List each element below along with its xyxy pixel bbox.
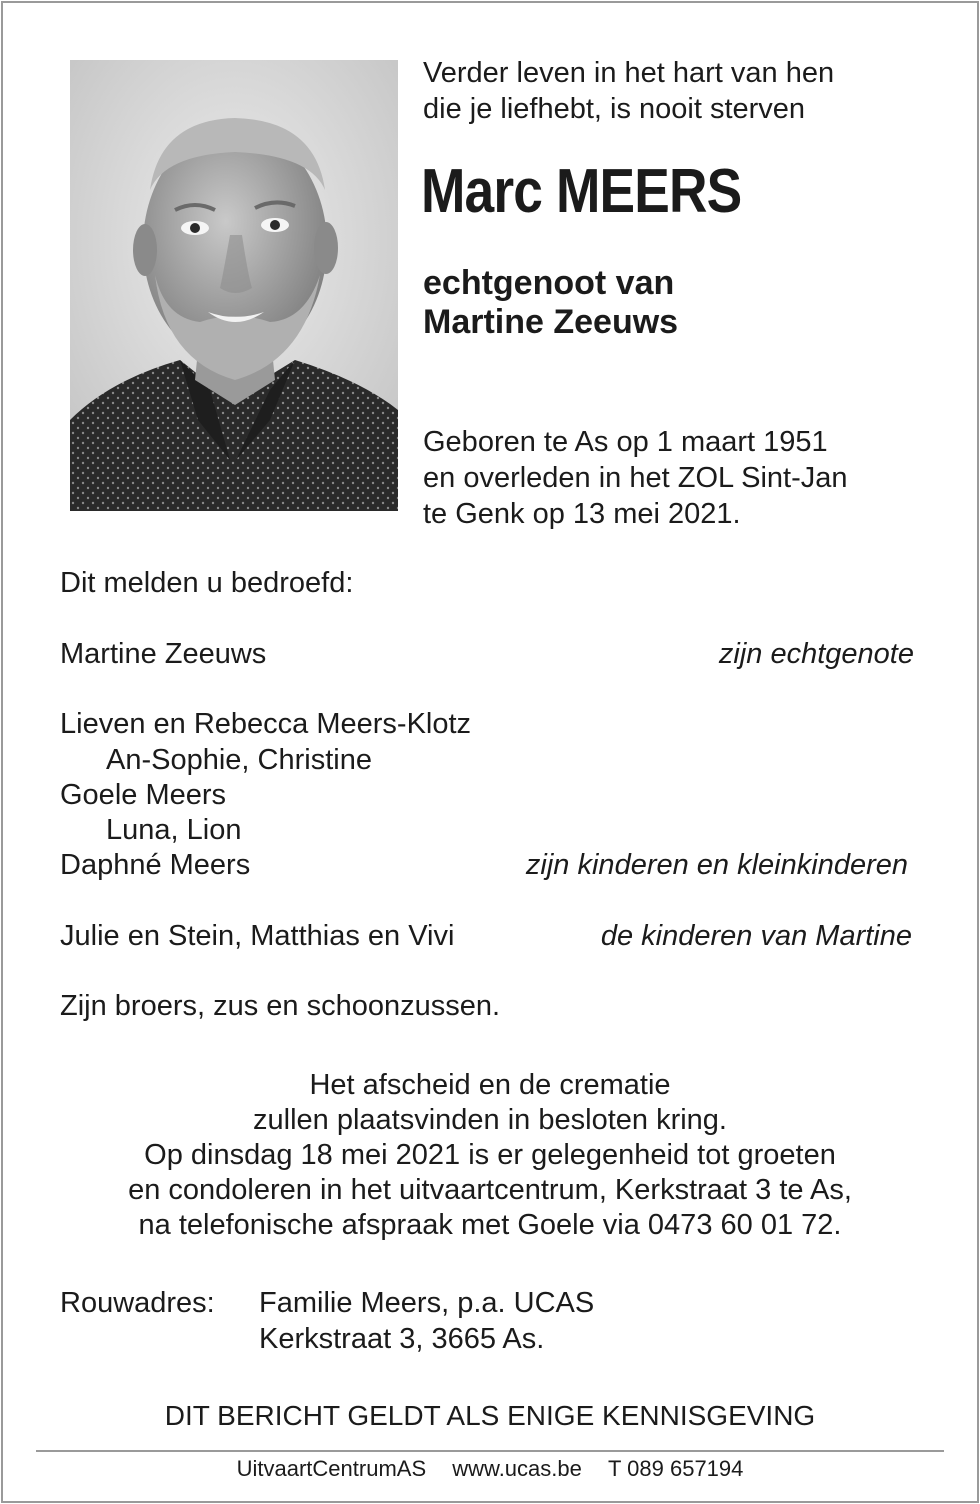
ceremony-line: Het afscheid en de crematie [309,1069,671,1101]
spouse-block [423,264,678,342]
footer-company: UitvaartCentrumAS [236,1456,427,1481]
motto-line: die je liefhebt, is nooit sterven [423,93,806,125]
ceremony-text [0,1068,980,1243]
address-label: Rouwadres: [60,1287,215,1319]
ceremony-line: na telefonische afspraak met Goele via 0473 60 01 72. [138,1209,842,1241]
footer [0,1454,980,1484]
address-line: Familie Meers, p.a. UCAS [259,1287,595,1319]
stepchildren-names: Julie en Stein, Matthias en Vivi [60,920,455,952]
family-line: Daphné Meers [60,849,251,881]
birth-death-block [423,424,848,532]
ceremony-line: zullen plaatsvinden in besloten kring. [253,1104,727,1136]
footer-divider [36,1450,944,1452]
motto [423,55,943,127]
children-role: zijn kinderen en kleinkinderen [525,849,908,881]
spouse-line: Martine Zeeuws [423,303,679,341]
family-line: Lieven en Rebecca Meers-Klotz [60,708,472,740]
footer-phone: T 089 657194 [608,1456,744,1481]
notice: DIT BERICHT GELDT ALS ENIGE KENNISGEVING [164,1400,816,1431]
spouse-name: Martine Zeeuws [60,638,267,670]
address-line: Kerkstraat 3, 3665 As. [259,1323,545,1355]
spouse-line: echtgenoot van [423,264,675,302]
footer-website[interactable]: www.ucas.be [452,1456,582,1481]
portrait-illustration [70,60,398,511]
siblings-line: Zijn broers, zus en schoonzussen. [60,990,501,1022]
birth-death-line: Geboren te As op 1 maart 1951 [423,426,828,458]
motto-line: Verder leven in het hart van hen [423,57,835,89]
family-line: An-Sophie, Christine [106,744,372,776]
deceased-name: Marc MEERS [421,157,742,226]
spouse-role: zijn echtgenote [718,638,914,670]
family-line: Goele Meers [60,779,227,811]
birth-death-line: te Genk op 13 mei 2021. [423,498,741,530]
family-line: Luna, Lion [106,814,242,846]
announcement-intro: Dit melden u bedroefd: [60,567,354,599]
ceremony-line: Op dinsdag 18 mei 2021 is er gelegenheid tot groeten [144,1139,836,1171]
stepchildren-role: de kinderen van Martine [600,920,912,952]
portrait-photo [70,60,398,511]
birth-death-line: en overleden in het ZOL Sint-Jan [423,462,848,494]
ceremony-line: en condoleren in het uitvaartcentrum, Kerkstraat 3 te As, [128,1174,852,1206]
